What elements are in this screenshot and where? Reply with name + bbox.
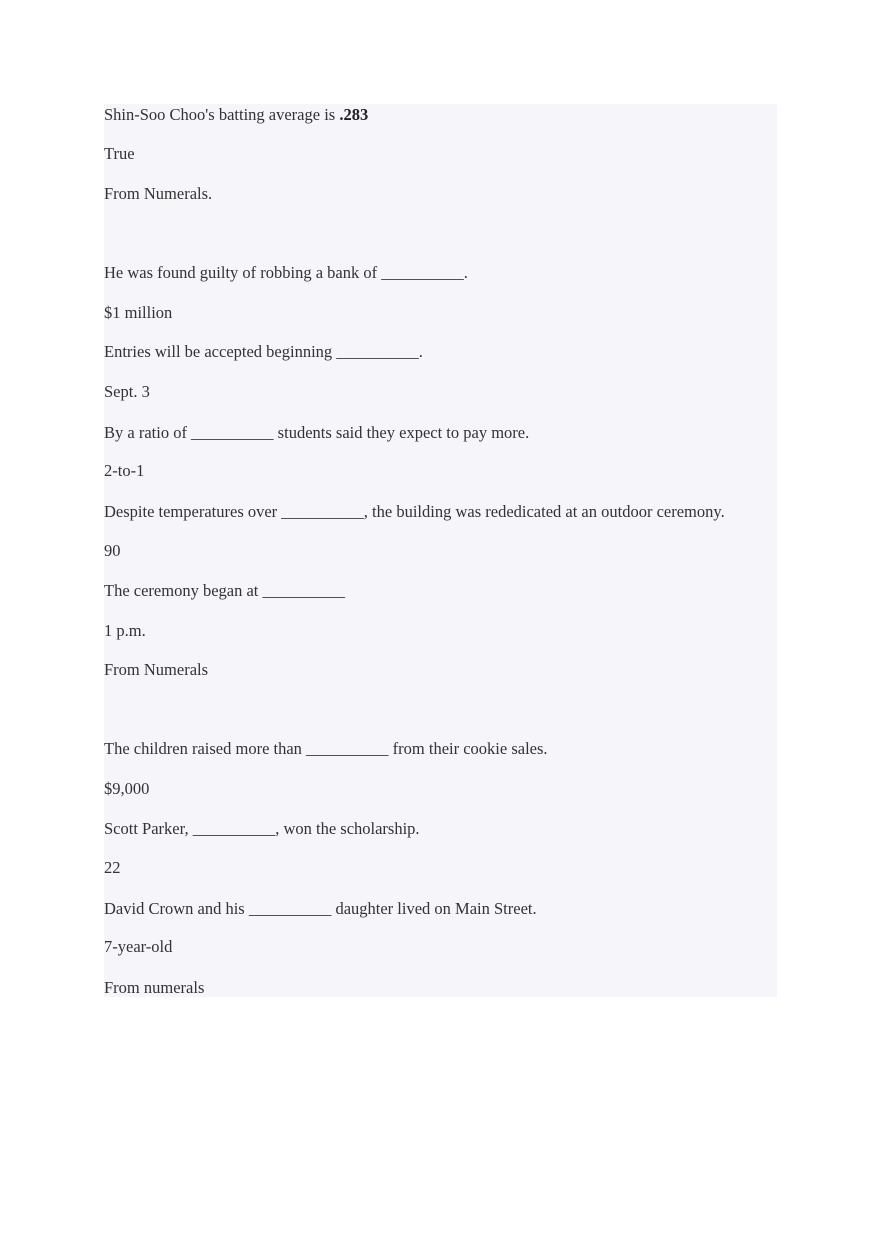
answer-line: 2-to-1 [104, 461, 145, 480]
question-line: The children raised more than __________ from their cookie sales. [104, 739, 548, 758]
answer-line: True [104, 144, 135, 163]
bold-value: .283 [339, 105, 369, 124]
section-note: From Numerals [104, 660, 209, 679]
answer-line: $1 million [104, 303, 173, 322]
section-note: From numerals [104, 978, 205, 997]
highlighted-content-block [104, 104, 777, 997]
answer-line: 7-year-old [104, 937, 173, 956]
question-line: Entries will be accepted beginning __________. [104, 342, 423, 361]
answer-line: 1 p.m. [104, 621, 146, 640]
answer-line: 90 [104, 541, 121, 560]
question-line: Shin-Soo Choo's batting average is .283 [104, 105, 369, 124]
question-line: Despite temperatures over __________, the building was rededicated at an outdoor ceremony. [104, 502, 725, 521]
question-line: He was found guilty of robbing a bank of __________. [104, 263, 468, 282]
answer-line: $9,000 [104, 779, 150, 798]
answer-line: Sept. 3 [104, 382, 150, 401]
answer-line: 22 [104, 858, 121, 877]
section-note: From Numerals. [104, 184, 213, 203]
question-line: The ceremony began at __________ [104, 581, 346, 600]
question-line: By a ratio of __________ students said they expect to pay more. [104, 423, 530, 442]
question-line: David Crown and his __________ daughter lived on Main Street. [104, 899, 537, 918]
question-line: Scott Parker, __________, won the scholarship. [104, 819, 420, 838]
